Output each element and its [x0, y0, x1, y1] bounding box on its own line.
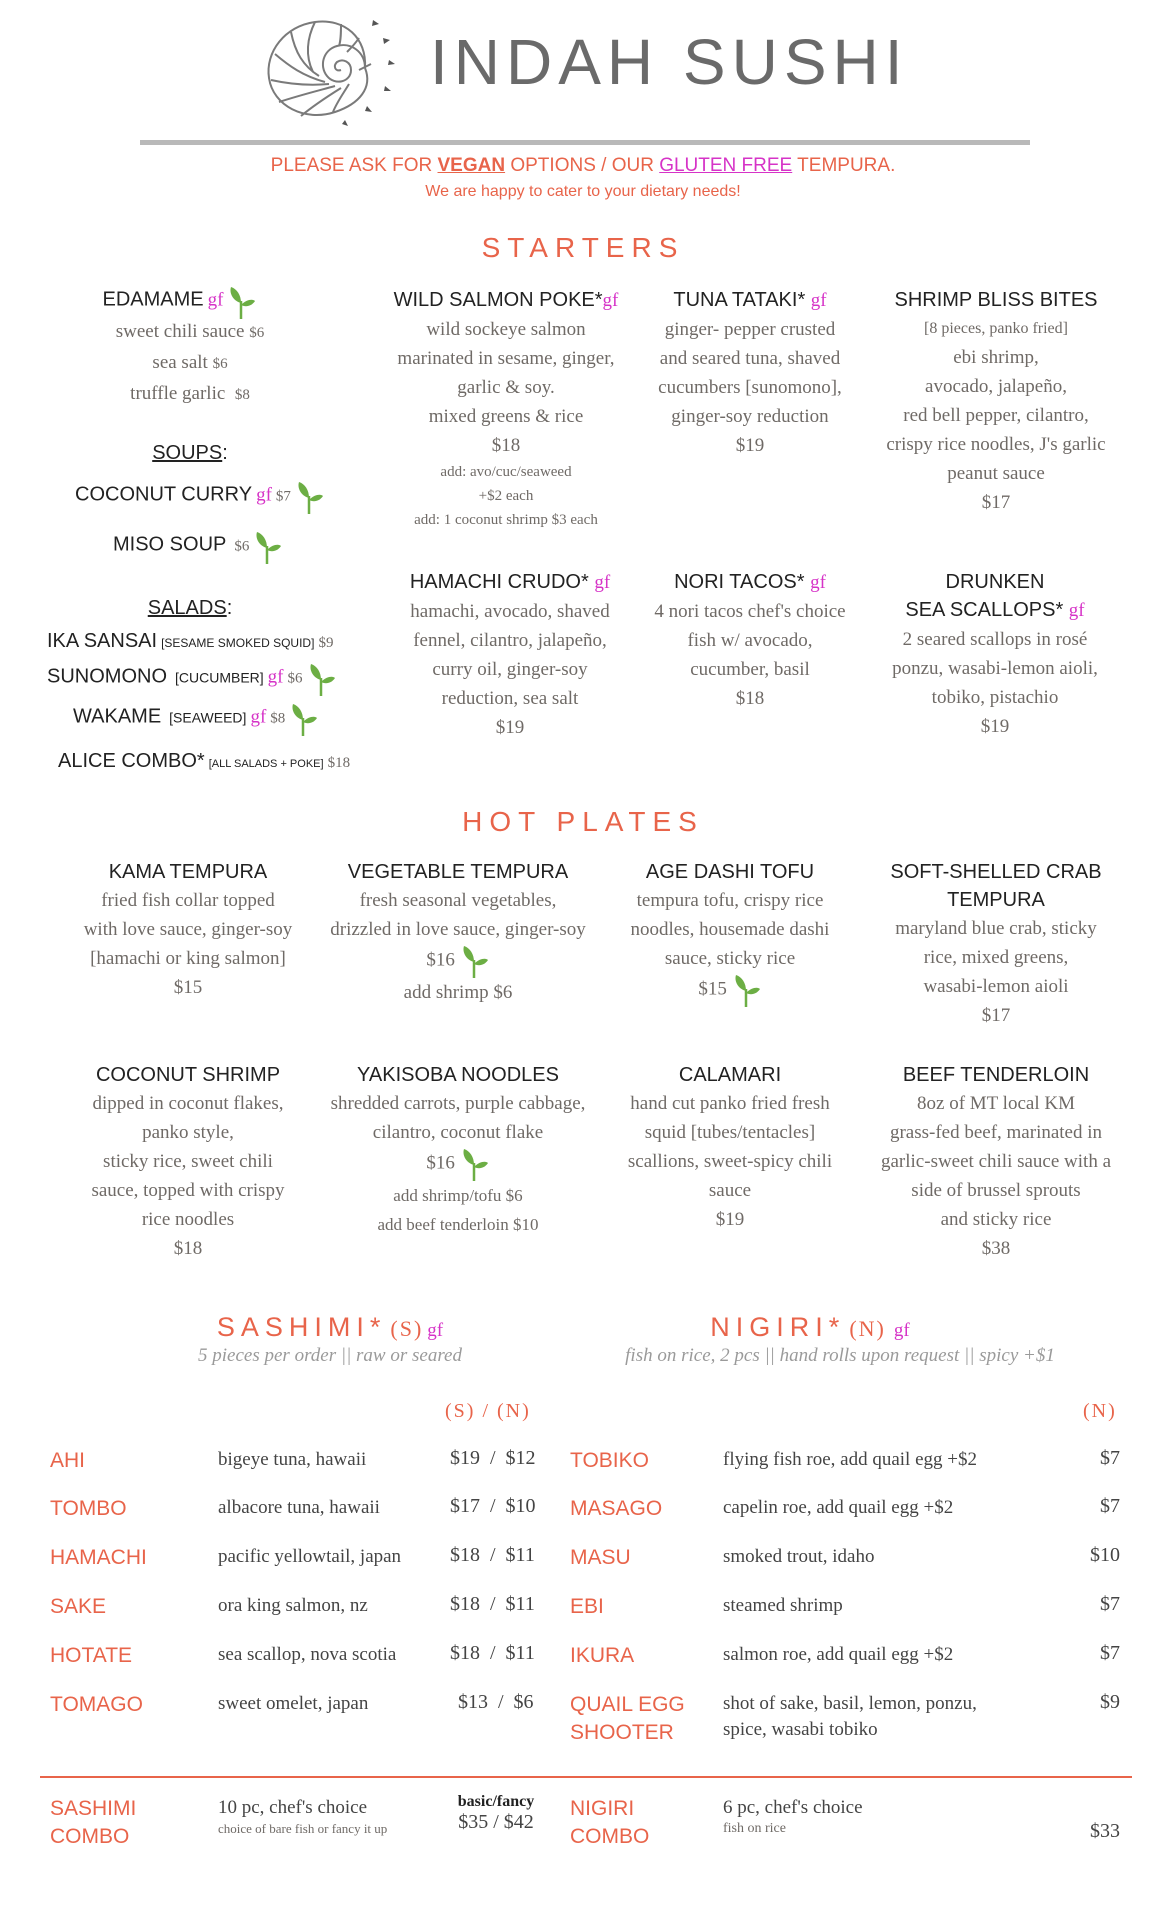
coconut-curry-item [75, 480, 355, 514]
vegan-leaf-icon [295, 480, 325, 514]
nigiri-price: $7 [1100, 1447, 1120, 1469]
vegan-leaf-icon [732, 973, 762, 1007]
coconut-curry-price: $7 [275, 488, 291, 505]
sashimi-price: $13 / $6 [458, 1691, 534, 1713]
tuna-tataki-item: TUNA TATAKI* gf ginger- pepper crusted and seared tuna, shaved cucumbers [sunomono], ginger-soy reduction $19 [640, 286, 860, 460]
vegan-leaf-icon [460, 1147, 490, 1181]
vegan-link[interactable]: VEGAN [437, 155, 506, 176]
gf-badge: gf [602, 290, 619, 311]
sashimi-price: $19 / $12 [450, 1447, 536, 1469]
hot-plates-heading: HOT PLATES [462, 806, 704, 837]
nigiri-price: $7 [1100, 1593, 1120, 1615]
sashimi-combo-price: basic/fancy $35 / $42 [457, 1793, 535, 1833]
gf-badge: gf [893, 1320, 910, 1341]
edamame-item [40, 285, 340, 410]
sashimi-desc: ora king salmon, nz [218, 1595, 368, 1616]
nigiri-combo-price: $33 [1090, 1820, 1120, 1842]
alice-combo-item: ALICE COMBO* [ALL SALADS + POKE] $18 [58, 750, 351, 772]
poke-price: $18 [491, 435, 521, 456]
vegetable-tempura-item: VEGETABLE TEMPURA fresh seasonal vegetables, drizzled in love sauce, ginger-soy $16 add shrimp $6 [330, 861, 586, 1003]
dietary-notice [0, 155, 1166, 177]
shrimp-bliss-price: $17 [981, 492, 1011, 513]
nigiri-name: QUAIL EGG SHOOTER [570, 1693, 685, 1744]
sashimi-combo-name: SASHIMI COMBO [50, 1797, 137, 1848]
dietary-subnotice: We are happy to cater to your dietary needs! [425, 183, 741, 200]
starters-heading: STARTERS [481, 232, 685, 263]
sashimi-name: AHI [50, 1449, 86, 1472]
edamame-line-1: sweet chili sauce $6 [115, 321, 265, 342]
nigiri-desc: capelin roe, add quail egg +$2 [723, 1497, 954, 1518]
calamari-item: CALAMARI hand cut panko fried fresh squid [tubes/tentacles] scallions, sweet-spicy chili sauce $19 [627, 1064, 833, 1230]
nigiri-combo-name: NIGIRI COMBO [570, 1797, 650, 1848]
nori-tacos-price: $18 [735, 688, 765, 709]
combo-divider [40, 1776, 1132, 1778]
notice-suffix: TEMPURA. [792, 155, 896, 176]
age-dashi-tofu-item: AGE DASHI TOFU tempura tofu, crispy rice noodles, housemade dashi sauce, sticky rice $15 [610, 858, 850, 1007]
sashimi-name: TOMAGO [50, 1693, 143, 1716]
sashimi-price-header: (S) / (N) [445, 1400, 531, 1422]
kama-tempura-item: KAMA TEMPURA fried fish collar topped with love sauce, ginger-soy [hamachi or king salmon] $15 [83, 861, 293, 998]
soft-shell-crab-item: SOFT-SHELLED CRAB TEMPURA maryland blue crab, sticky rice, mixed greens, wasabi-lemon aioli $17 [890, 861, 1102, 1026]
nigiri-heading: NIGIRI* (N) gf [710, 1312, 910, 1342]
tataki-price: $19 [735, 435, 765, 456]
nigiri-name: TOBIKO [570, 1449, 649, 1472]
edamame-line-3: truffle garlic $8 [130, 383, 250, 404]
shrimp-bliss-item: SHRIMP BLISS BITES [8 pieces, panko fried] ebi shrimp, avocado, jalapeño, red bell pepper, cilantro, crispy rice noodles, J's garlic peanut sauce $17 [868, 286, 1124, 517]
nigiri-name: IKURA [570, 1644, 635, 1667]
nigiri-price-header: (N) [1083, 1400, 1117, 1422]
sashimi-heading: SASHIMI* (S) gf [216, 1312, 444, 1342]
nigiri-desc: salmon roe, add quail egg +$2 [723, 1644, 954, 1665]
miso-soup-price: $6 [234, 538, 250, 555]
miso-soup-title: MISO SOUP [113, 533, 227, 556]
sashimi-desc: sea scallop, nova scotia [218, 1644, 397, 1665]
nori-tacos-item: NORI TACOS* gf 4 nori tacos chef's choice fish w/ avocado, cucumber, basil $18 [630, 568, 870, 713]
sashimi-desc: pacific yellowtail, japan [218, 1546, 402, 1567]
beef-tenderloin-item: BEEF TENDERLOIN 8oz of MT local KM grass-fed beef, marinated in garlic-sweet chili sauce with a side of brussel sprouts and sticky rice $38 [880, 1064, 1111, 1259]
gf-badge: gf [810, 290, 827, 311]
sashimi-price: $17 / $10 [450, 1495, 536, 1517]
miso-soup-item [113, 530, 353, 564]
sashimi-combo-desc: 10 pc, chef's choice choice of bare fish or fancy it up [218, 1797, 388, 1836]
gf-badge: gf [810, 572, 826, 593]
gf-badge: gf [427, 1320, 444, 1341]
logo [255, 8, 425, 128]
nigiri-desc: smoked trout, idaho [723, 1546, 875, 1567]
nigiri-name: MASU [570, 1546, 631, 1569]
wild-salmon-poke-item: WILD SALMON POKE*gf wild sockeye salmon marinated in sesame, ginger, garlic & soy. mixed greens & rice $18 add: avo/cuc/seaweed +$2 each add: 1 coconut shrimp $3 each [378, 286, 634, 532]
sashimi-name: SAKE [50, 1595, 107, 1618]
sunomono-item: SUNOMONO [CUCUMBER] gf $6 [47, 662, 367, 696]
sashimi-price: $18 / $11 [450, 1593, 535, 1615]
gf-badge: gf [594, 572, 611, 593]
gluten-free-link[interactable]: GLUTEN FREE [659, 155, 793, 176]
gf-badge: gf [250, 706, 267, 728]
notice-mid: OPTIONS / OUR [505, 155, 660, 176]
brand-title: INDAH SUSHI [430, 26, 909, 98]
yakisoba-item: YAKISOBA NOODLES shredded carrots, purple cabbage, cilantro, coconut flake $16 add shrimp/tofu $6 add beef tenderloin $10 [330, 1064, 586, 1234]
vegan-leaf-icon [227, 285, 257, 319]
nigiri-price: $9 [1100, 1691, 1120, 1713]
nigiri-price: $10 [1090, 1544, 1120, 1566]
nigiri-subtitle: fish on rice, 2 pcs || hand rolls upon request || spicy +$1 [625, 1345, 1055, 1366]
gf-badge: gf [1068, 600, 1085, 621]
vegan-leaf-icon [289, 702, 319, 736]
scallops-price: $19 [980, 716, 1010, 737]
vegan-leaf-icon [307, 662, 337, 696]
coconut-curry-title: COCONUT CURRY [75, 483, 253, 506]
sashimi-price: $18 / $11 [450, 1642, 535, 1664]
sashimi-desc: bigeye tuna, hawaii [218, 1449, 367, 1470]
sashimi-name: TOMBO [50, 1497, 127, 1520]
vegan-leaf-icon [253, 530, 283, 564]
nigiri-price: $7 [1100, 1642, 1120, 1664]
gf-badge: gf [267, 666, 284, 688]
sashimi-subtitle: 5 pieces per order || raw or seared [198, 1345, 462, 1366]
gf-badge: gf [207, 289, 224, 311]
notice-prefix: PLEASE ASK FOR [270, 155, 438, 176]
sashimi-desc: sweet omelet, japan [218, 1693, 369, 1714]
ika-sansai-item: IKA SANSAI [SESAME SMOKED SQUID] $9 [47, 630, 334, 652]
sashimi-desc: albacore tuna, hawaii [218, 1497, 380, 1518]
soups-heading: SOUPS: [152, 442, 228, 464]
edamame-title: EDAMAME [102, 288, 204, 311]
hamachi-crudo-item: HAMACHI CRUDO* gf hamachi, avocado, shaved fennel, cilantro, jalapeño, curry oil, ginger-soy reduction, sea salt $19 [382, 568, 638, 742]
nautilus-shell-icon [255, 8, 425, 128]
nigiri-desc: shot of sake, basil, lemon, ponzu, spice, wasabi tobiko [723, 1693, 977, 1740]
nigiri-desc: steamed shrimp [723, 1595, 843, 1616]
sashimi-name: HOTATE [50, 1644, 133, 1667]
sashimi-name: HAMACHI [50, 1546, 147, 1569]
gf-badge: gf [256, 484, 272, 506]
salads-heading: SALADS: [147, 597, 233, 619]
drunken-scallops-item: DRUNKEN SEA SCALLOPS* gf 2 seared scallops in rosé ponzu, wasabi-lemon aioli, tobiko, pistachio $19 [870, 568, 1120, 741]
nigiri-combo-desc: 6 pc, chef's choice fish on rice [723, 1797, 863, 1836]
nigiri-desc: flying fish roe, add quail egg +$2 [723, 1449, 977, 1470]
nigiri-name: MASAGO [570, 1497, 663, 1520]
header-divider [140, 140, 1030, 145]
nigiri-price: $7 [1100, 1495, 1120, 1517]
hamachi-crudo-price: $19 [495, 717, 525, 738]
nigiri-name: EBI [570, 1595, 604, 1618]
sashimi-price: $18 / $11 [450, 1544, 535, 1566]
vegan-leaf-icon [460, 944, 490, 978]
wakame-item: WAKAME [SEAWEED] gf $8 [73, 702, 373, 736]
coconut-shrimp-item: COCONUT SHRIMP dipped in coconut flakes, panko style, sticky rice, sweet chili sauce, topped with crispy rice noodles $18 [91, 1064, 285, 1259]
edamame-line-2: sea salt $6 [152, 352, 228, 373]
